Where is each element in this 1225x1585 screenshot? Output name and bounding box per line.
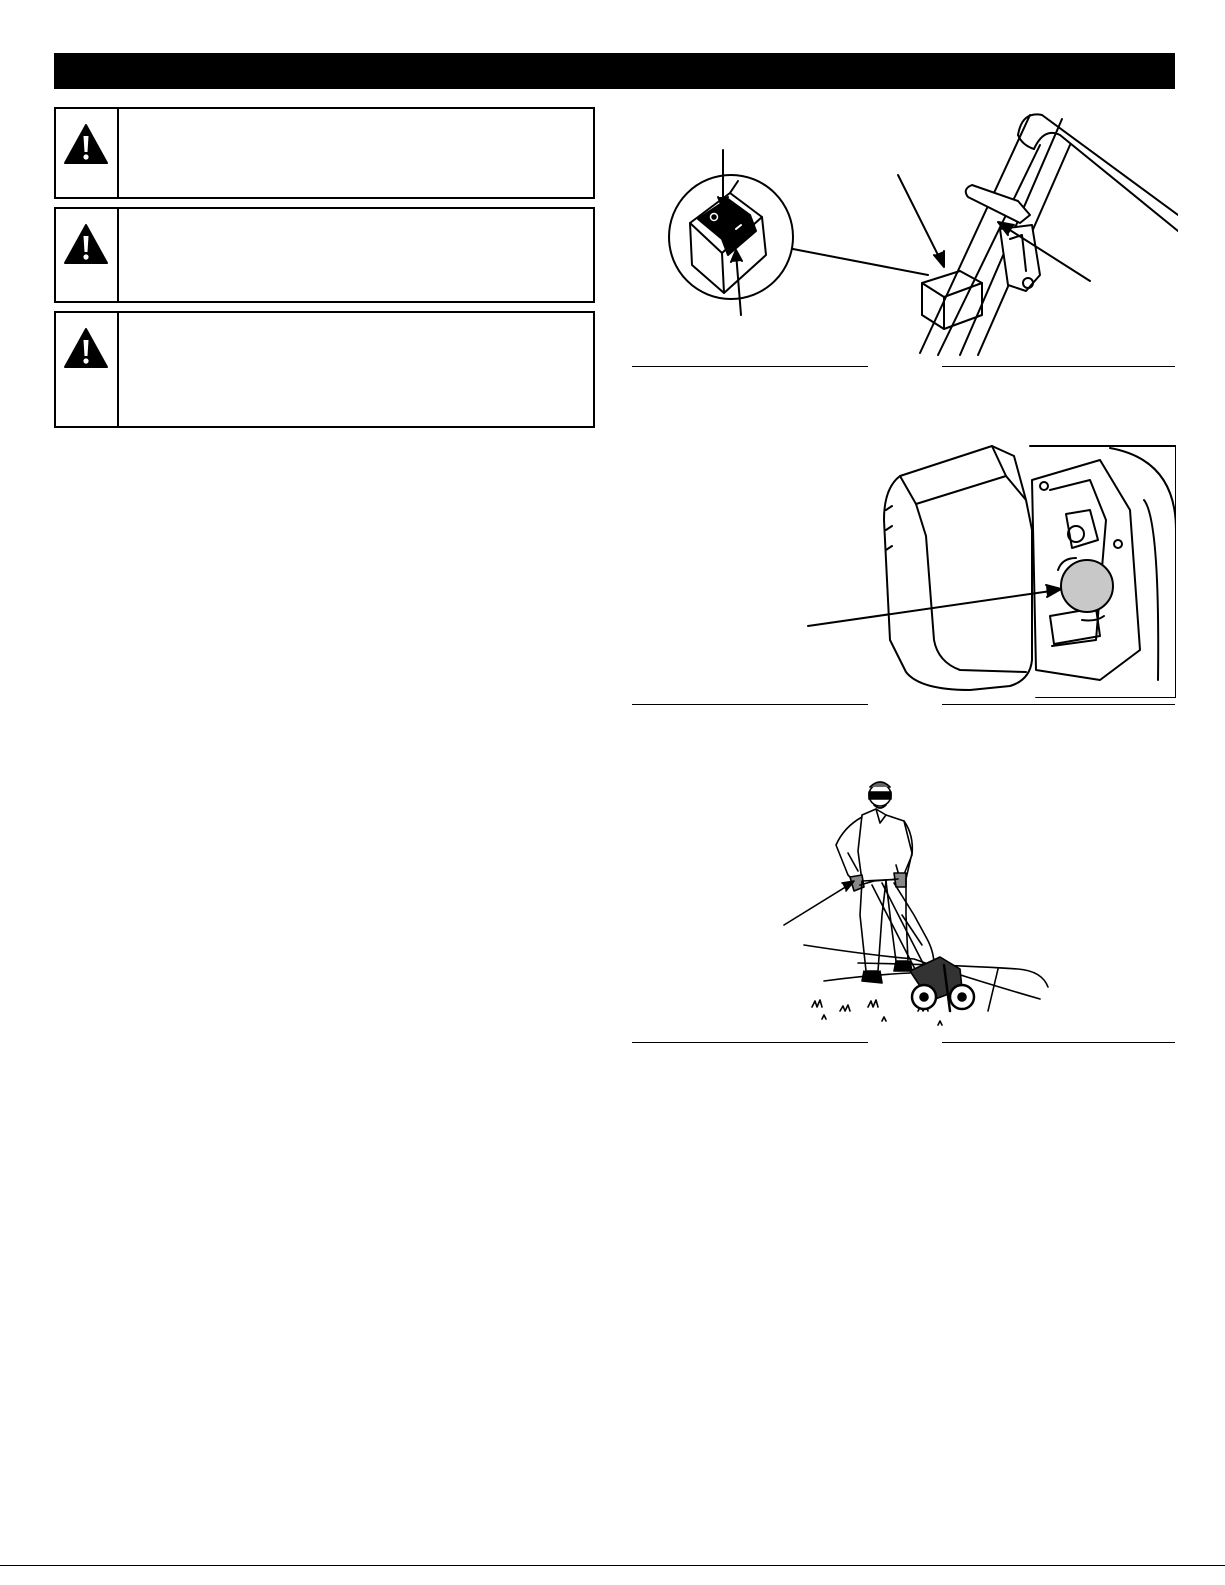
warning-triangle-icon [63,223,109,265]
figure-caption-rule [942,366,1175,367]
operator-edging-illustration [778,775,1068,1037]
warning-icon-cell [56,313,119,426]
figure-caption-rule [632,704,868,705]
figure-caption-rule [942,1042,1175,1043]
figure-caption-rule [632,366,868,367]
primer-bulb-illustration [800,440,1176,698]
section-header-bar [54,53,1175,89]
warning-box [54,107,595,199]
warning-box [54,311,595,428]
warning-triangle-icon [63,123,109,165]
warning-icon-cell [56,209,119,301]
footer-rule [0,1565,1225,1566]
figure-caption-rule [632,1042,868,1043]
warning-triangle-icon [63,327,109,369]
warning-box [54,207,595,303]
switch-handle-illustration [630,105,1178,360]
figure-caption-rule [942,704,1175,705]
warning-icon-cell [56,109,119,197]
primer-bulb [1061,560,1113,612]
